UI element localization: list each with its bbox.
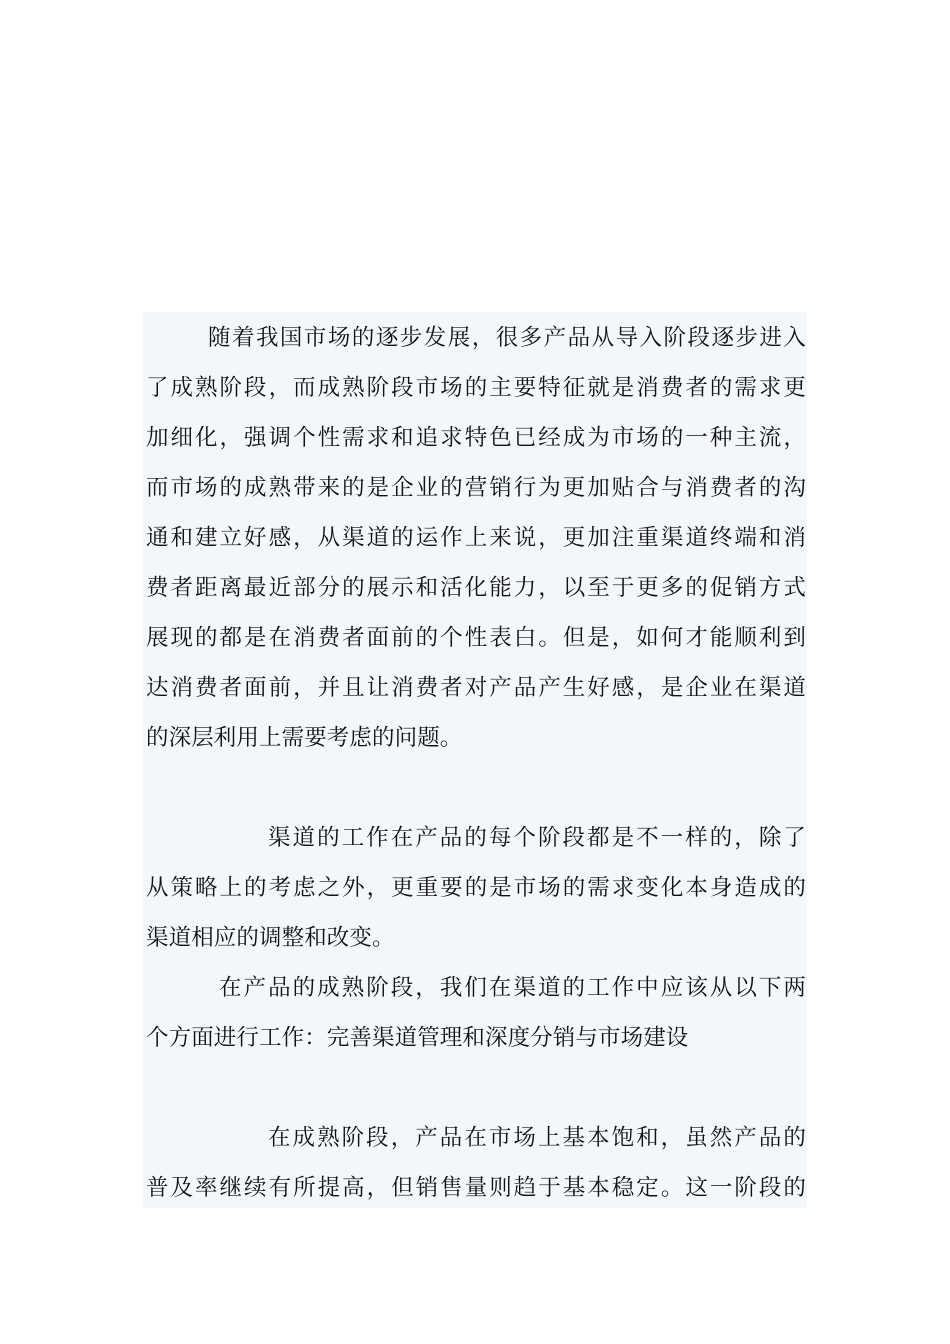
- paragraph-line: 费者距离最近部分的展示和活化能力，以至于更多的促销方式: [146, 575, 806, 601]
- paragraph-line: 了成熟阶段，而成熟阶段市场的主要特征就是消费者的需求更: [146, 375, 806, 401]
- paragraph-line: 普及率继续有所提高，但销售量则趋于基本稳定。这一阶段的: [146, 1175, 806, 1201]
- paragraph-line: 达消费者面前，并且让消费者对产品产生好感，是企业在渠道: [146, 675, 806, 701]
- paragraph-line: 随着我国市场的逐步发展，很多产品从导入阶段逐步进入: [208, 325, 806, 351]
- paragraph-line: 通和建立好感，从渠道的运作上来说，更加注重渠道终端和消: [146, 525, 806, 551]
- paragraph-line: 在成熟阶段，产品在市场上基本饱和，虽然产品的: [268, 1125, 806, 1151]
- paragraph-line: 渠道相应的调整和改变。: [146, 925, 395, 951]
- paragraph-line: 的深层利用上需要考虑的问题。: [146, 725, 463, 751]
- paragraph-line: 展现的都是在消费者面前的个性表白。但是，如何才能顺利到: [146, 625, 806, 651]
- document-body: [143, 312, 807, 1208]
- paragraph-line: 加细化，强调个性需求和追求特色已经成为市场的一种主流，: [146, 425, 806, 451]
- paragraph-line: 在产品的成熟阶段，我们在渠道的工作中应该从以下两: [219, 975, 806, 1001]
- paragraph-line: 而市场的成熟带来的是企业的营销行为更加贴合与消费者的沟: [146, 475, 806, 501]
- paragraph-line: 渠道的工作在产品的每个阶段都是不一样的，除了: [268, 825, 806, 851]
- paragraph-line: 个方面进行工作：完善渠道管理和深度分销与市场建设: [146, 1025, 689, 1051]
- paragraph-line: 从策略上的考虑之外，更重要的是市场的需求变化本身造成的: [146, 875, 806, 901]
